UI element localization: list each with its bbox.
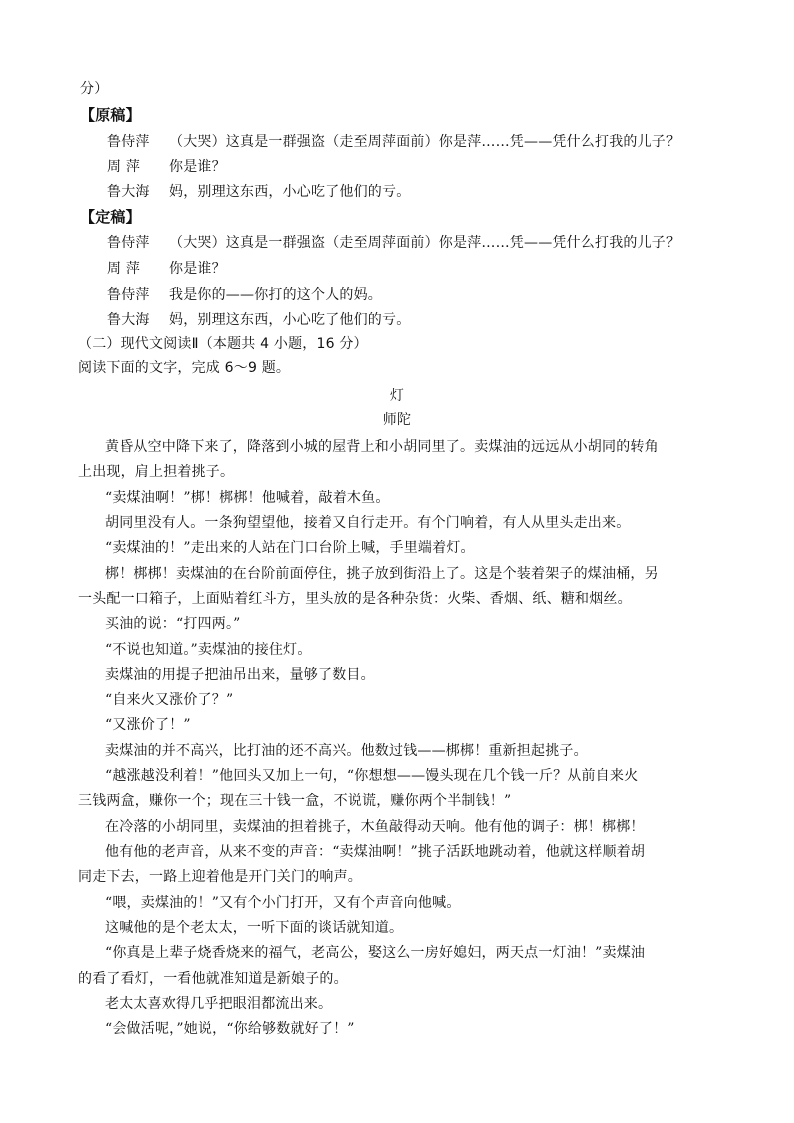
paragraph-line: “卖煤油的！”走出来的人站在门口台阶上喊，手里端着灯。 (105, 540, 475, 556)
paragraph-line: “自来火又涨价了？” (105, 692, 234, 708)
speaker-name: 鲁侍萍 (107, 235, 150, 251)
dialogue-text: 我是你的——你打的这个人的妈。 (169, 287, 382, 303)
paragraph-line: 老太太喜欢得几乎把眼泪都流出来。 (105, 996, 333, 1012)
fragment-text: 分） (80, 81, 109, 97)
paragraph-line: “卖煤油啊！”梆！梆梆！他喊着，敲着木鱼。 (105, 490, 390, 506)
speaker-name: 鲁侍萍 (107, 134, 150, 150)
paragraph-line: 他有他的老声音，从来不变的声音：“卖煤油啊！”挑子活跃地跳动着，他就这样顺着胡 (105, 844, 646, 860)
speaker-name: 鲁侍萍 (107, 287, 150, 303)
final-line (107, 260, 226, 278)
paragraph-line: 同走下去，一路上迎着他是开门关门的响声。 (78, 869, 362, 885)
paragraph-line: “不说也知道。”卖煤油的接住灯。 (105, 642, 312, 658)
speaker-name: 鲁大海 (107, 184, 150, 200)
dialogue-text: 你是谁？ (169, 159, 226, 175)
paragraph-line: “会做活呢，”她说，“你给够数就好了！” (105, 1021, 355, 1037)
paragraph-line: “越涨越没利着！”他回头又加上一句，“你想想——馒头现在几个钱一斤？从前自来火 (105, 768, 639, 784)
final-line (107, 311, 410, 329)
paragraph-line: “喂，卖煤油的！”又有个小门打开，又有个声音向他喊。 (105, 895, 461, 911)
paragraph-line: 三钱两盒，赚你一个；现在三十钱一盒，不说谎，赚你两个半制钱！” (78, 793, 512, 809)
paragraph-line: 黄昏从空中降下来了，降落到小城的屋背上和小胡同里了。卖煤油的远远从小胡同的转角 (105, 439, 659, 455)
speaker-name: 周 萍 (107, 261, 141, 277)
paragraph-line: 上出现，肩上担着挑子。 (78, 464, 235, 480)
section-heading: （二）现代文阅读Ⅱ（本题共 4 小题，16 分） (78, 336, 368, 352)
final-line (107, 234, 680, 252)
paragraph-line: 梆！梆梆！卖煤油的在台阶前面停住，挑子放到街沿上了。这是个装着架子的煤油桶，另 (105, 566, 659, 582)
paragraph-line: 的看了看灯，一看他就准知道是新娘子的。 (78, 971, 348, 987)
paragraph-line: “又涨价了！” (105, 717, 191, 733)
story-title: 灯 (389, 388, 405, 404)
dialogue-text: （大哭）这真是一群强盗（走至周萍面前）你是萍……凭——凭什么打我的儿子？ (169, 235, 681, 251)
story-author: 师陀 (382, 412, 412, 428)
paragraph-line: 卖煤油的并不高兴，比打油的还不高兴。他数过钱——梆梆！重新担起挑子。 (105, 743, 588, 759)
paragraph-line: 在冷落的小胡同里，卖煤油的担着挑子，木鱼敲得动天响。他有他的调子：梆！梆梆！ (105, 819, 645, 835)
draft-line (107, 133, 680, 151)
draft-heading: 【原稿】 (80, 106, 141, 124)
paragraph-line: 卖煤油的用提子把油吊出来，量够了数目。 (105, 667, 375, 683)
paragraph-line: 胡同里没有人。一条狗望望他，接着又自行走开。有个门响着，有人从里头走出来。 (105, 515, 631, 531)
final-line (107, 286, 382, 304)
dialogue-text: 妈，别理这东西，小心吃了他们的亏。 (169, 312, 411, 328)
final-heading: 【定稿】 (80, 208, 141, 226)
dialogue-text: （大哭）这真是一群强盗（走至周萍面前）你是萍……凭——凭什么打我的儿子？ (169, 134, 681, 150)
draft-line (107, 158, 226, 176)
speaker-name: 鲁大海 (107, 312, 150, 328)
dialogue-text: 你是谁？ (169, 261, 226, 277)
paragraph-line: 一头配一口箱子，上面贴着红斗方，里头放的是各种杂货：火柴、香烟、纸、糖和烟丝。 (78, 591, 632, 607)
paragraph-line: 这喊他的是个老太太，一听下面的谈话就知道。 (105, 920, 404, 936)
paragraph-line: 买油的说：“打四两。” (105, 616, 241, 632)
draft-line (107, 183, 410, 201)
paragraph-line: “你真是上辈子烧香烧来的福气，老高公，娶这么一房好媳妇，两天点一灯油！”卖煤油 (105, 945, 646, 961)
speaker-name: 周 萍 (107, 159, 141, 175)
dialogue-text: 妈，别理这东西，小心吃了他们的亏。 (169, 184, 411, 200)
section-instruction: 阅读下面的文字，完成 6～9 题。 (78, 360, 291, 376)
